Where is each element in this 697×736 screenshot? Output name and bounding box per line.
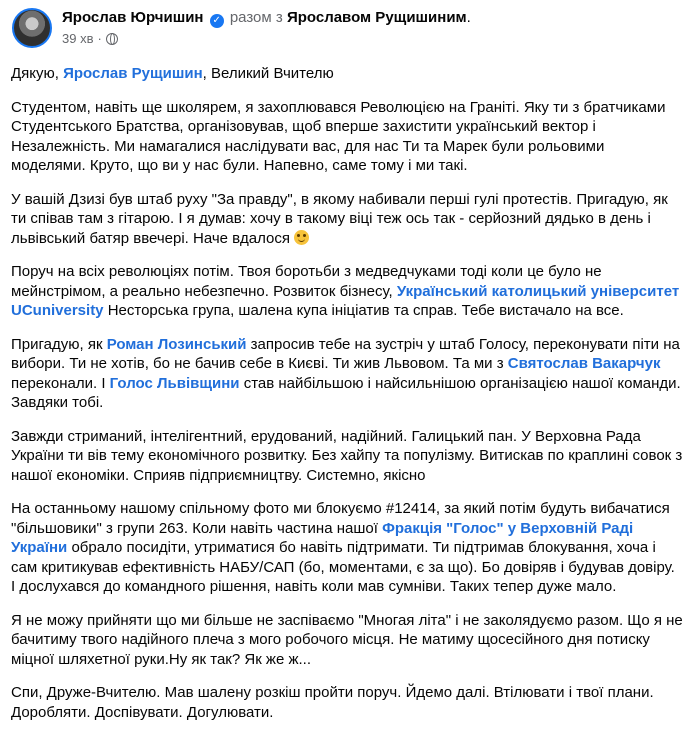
co-author-name[interactable]: Ярославом Рущишиним: [286, 9, 467, 26]
post-text: [11, 64, 683, 736]
text-run: На останньому нашому спільному фото ми блокуємо #12414, за який потім будуть вибачатися "більшовики" з групи 263. Коли навіть частина нашої: [11, 500, 670, 537]
paragraph-7: [11, 499, 683, 597]
mention-yaroslav-rushchyshyn[interactable]: Ярослав Рущишин: [63, 65, 203, 82]
text-run: Поруч на всіх революціях потім. Твоя боротьби з медведчуками тоді коли це було не мейнстрімом, а реально небезпечно. Розвиток бізнесу,: [11, 263, 602, 300]
separator-dot: ·: [97, 31, 102, 46]
paragraph-2: Студентом, навіть ще школярем, я захоплювався Революцією на Граніті. Яку ти з братчиками Студентського Братства, організовував, щоб вперше захистити український вектор і Незалежність. Ми намагалися наслідувати вас, для нас Ти та Марек були рольовими моделями. Круто, що ви у нас були. Напевно, саме тому і ми такі.: [11, 98, 666, 174]
text-run: обрало посидіти, утриматися бо навіть підтримати. Ти підтримав блокування, хоча і сам критикував ефективність НАБУ/САП (бо, моментами, є за що). Бо довіряв і будував довіру. І дослухався до командного рішення, навіть коли мав сумніви. Таких тепер дуже мало.: [11, 539, 675, 595]
author-name[interactable]: Ярослав Юрчишин: [62, 9, 204, 26]
text-run: У вашій Дзизі був штаб руху "За правду", в якому набивали перші гулі протестів. Пригадую, як ти співав там з гітарою. І я думав: хочу в такому віці теж ось так - серйозний дядько в день і львівський батяр ввечері. Наче вдалося: [11, 190, 668, 247]
paragraph-9: Спи, Друже-Вчителю. Мав шалену розкіш пройти поруч. Йдемо далі. Втілювати і твої плани. Доробляти. Доспівувати. Догулювати.: [11, 684, 654, 721]
paragraph-1: [11, 64, 683, 84]
mention-holos-faction[interactable]: Фракція "Голос" у Верховній Раді України: [11, 519, 634, 556]
text-run: Несторська група, шалена купа ініціатив та справ. Тебе вистачало на все.: [103, 302, 624, 319]
post-subline: [62, 30, 471, 48]
with-text: разом з: [229, 9, 283, 26]
mention-roman-lozynskyi[interactable]: Роман Лозинський: [106, 335, 247, 353]
text-run: , Великий Вчителю: [202, 65, 334, 82]
text-run: Дякую,: [11, 65, 64, 82]
mention-sviatoslav-vakarchuk[interactable]: Святослав Вакарчук: [507, 355, 661, 372]
mention-ucu[interactable]: Український католицький університет UCuniversity: [11, 282, 680, 319]
text-run: став найбільшою і найсильнішою організацією нашої команди. Завдяки тобі.: [11, 374, 681, 411]
globe-icon[interactable]: [106, 33, 118, 45]
verified-badge-icon: ✓: [210, 14, 224, 28]
paragraph-5: [11, 335, 683, 413]
post-header: [12, 8, 471, 52]
paragraph-6: Завжди стриманий, інтелігентний, ерудований, надійний. Галицький пан. У Верховна Рада України ти вів тему економічного розвитку. Без хайпу та популізму. Витискав по краплині совок з нашої економіки. Сприяв підприємництву. Системно, якісно: [11, 427, 683, 484]
author-line: [62, 8, 471, 28]
post-meta: [62, 8, 471, 52]
paragraph-8: Я не можу прийняти що ми більше не заспіваємо "Многая літа" і не заколядуємо разом. Що я не бачитиму твого надійного плеча з мого робочого місця. Не матиму щосесійного дня потиску міцної шляхетної руки.Ну як так? Як же ж...: [11, 611, 683, 668]
paragraph-4: [11, 262, 683, 321]
text-run: Пригадую, як: [11, 335, 107, 353]
mention-holos-lvivshchyny[interactable]: Голос Львівщини: [109, 374, 240, 392]
post-timestamp[interactable]: 39 хв: [62, 31, 94, 46]
text-run: переконали. І: [11, 374, 110, 392]
paragraph-3: [11, 190, 683, 249]
text-run: запросив тебе на зустріч у штаб Голосу, переконувати піти на вибори. Ти не хотів, бо не бачив себе в Києві. Ти жив Львовом. Та ми з: [11, 335, 680, 372]
author-line-period: .: [466, 9, 471, 26]
author-avatar[interactable]: [12, 8, 52, 48]
smile-emoji-icon: [294, 230, 309, 245]
